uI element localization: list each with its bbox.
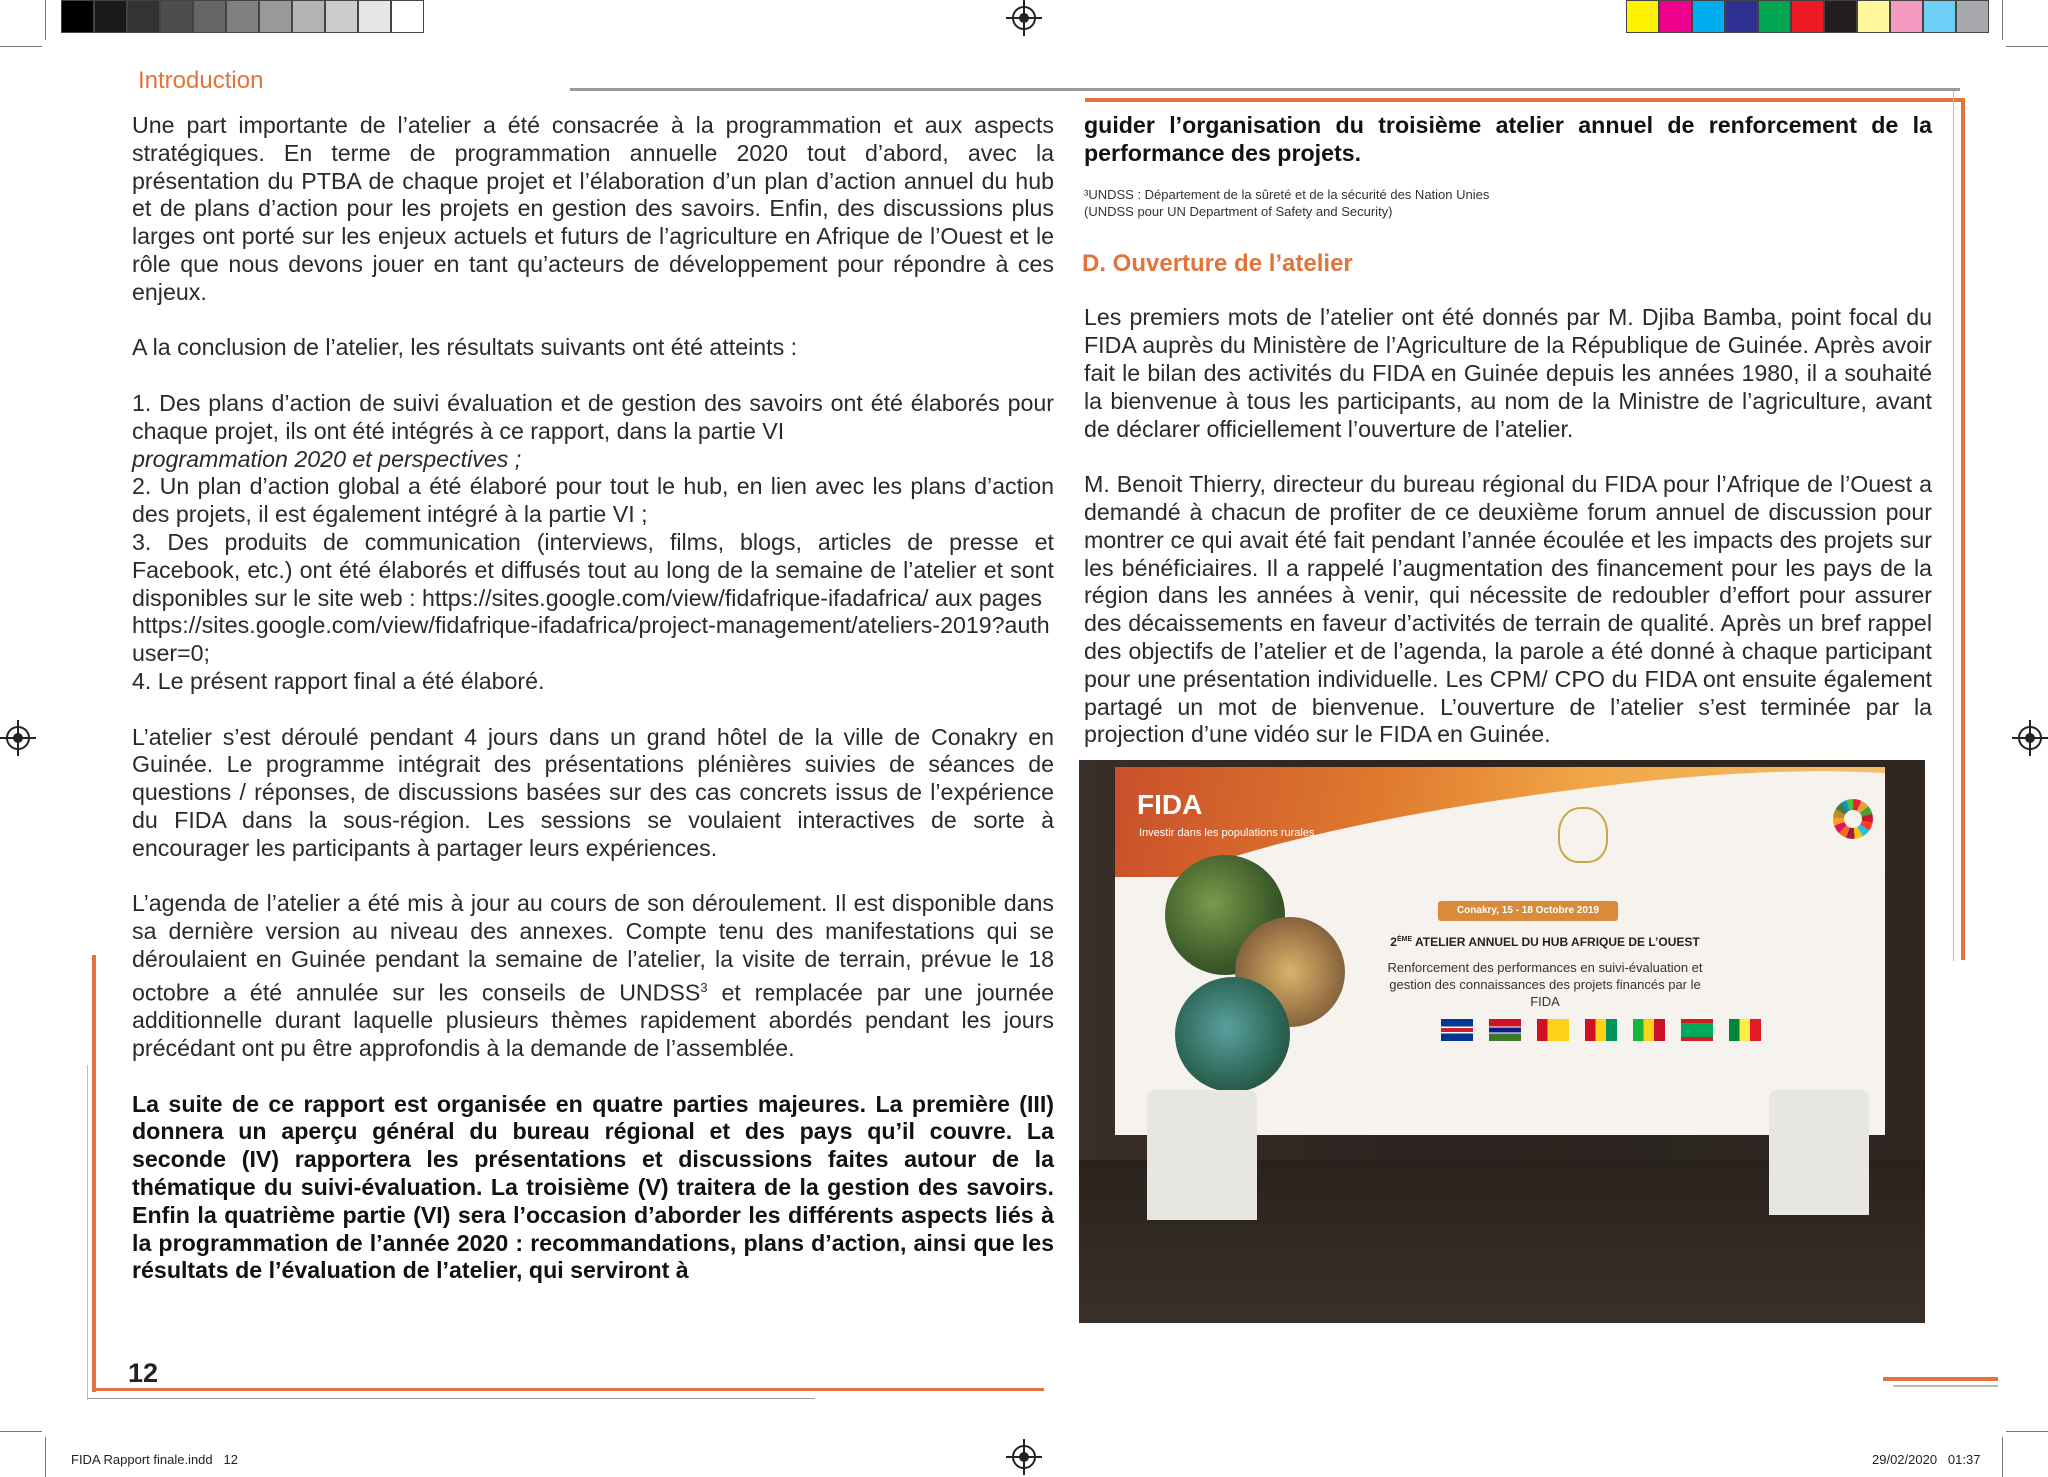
right-footer-rule xyxy=(1883,1377,1998,1381)
paragraph: Les premiers mots de l’atelier ont été donnés par M. Djiba Bamba, point focal du FIDA auprès du Ministère de l’Agriculture de la République de Guinée. Après avoir fait le bilan des activités du FIDA en Guinée depuis les années 1980, il a souhaité la bienvenue à tous les participants, au nom de la Ministre de l’agriculture, avant de déclarer officiellement l’ouverture de l’atelier. xyxy=(1084,304,1932,442)
left-vertical-rule xyxy=(92,955,96,1392)
table-cloth xyxy=(1769,1090,1869,1215)
crop-mark xyxy=(0,1431,42,1432)
crop-mark xyxy=(2002,1437,2003,1477)
crop-mark xyxy=(45,1437,46,1477)
flag-icon xyxy=(1585,1019,1617,1041)
footer-rule-orange xyxy=(92,1388,1044,1391)
flag-icon xyxy=(1441,1019,1473,1041)
paragraph: L’atelier s’est déroulé pendant 4 jours dans un grand hôtel de la ville de Conakry en Guinée. Le programme intégrait des présentations plénières suivies de séances de questions / réponses, de discussions basées sur des cas concrets issus de l’expérience du FIDA dans la sous-région. Les sessions se voulaient interactives de sorte à encourager les participants à partager leurs expériences. xyxy=(132,723,1054,861)
paragraph-text: et remplacée par une journée additionnelle durant laquelle plusieurs thèmes rapidement abordés pendant les jours précédant ont pu être approfondis à la demande de l’assemblée. xyxy=(132,979,1054,1062)
crop-mark xyxy=(0,46,42,47)
footnote-ref: 3 xyxy=(700,979,708,995)
right-vertical-rule-grey xyxy=(1953,91,1954,961)
right-vertical-rule xyxy=(1961,98,1965,960)
bold-text: guider l’organisation du troisième atelier annuel de renforcement de la performance des projets. xyxy=(1084,112,1932,166)
women-photo xyxy=(1175,977,1290,1092)
paragraph: M. Benoit Thierry, directeur du bureau régional du FIDA pour l’Afrique de l’Ouest a demandé à chacun de profiter de ce deuxième forum annuel de discussion pour montrer ce qui avait été fait pendant l’année écoulée et les impacts des projets sur les bénéficiaires. Il a rappelé l’augmentation des financement pour les pays de la région dans les années à venir, qui nécessite de redoubler d’effort pour assurer des décaissements en faveur d’activités de terrain de qualité. Après un bref rappel des objectifs de l’atelier et de l’agenda, la parole a été donné à chaque participant pour une présentation individuelle. Les CPM/ CPO du FIDA ont ensuite également partagé un mot de bienvenue. L’ouverture de l’atelier s’est terminée par la projection d’une vidéo sur le FIDA en Guinée. xyxy=(1084,471,1932,748)
registration-mark-icon xyxy=(1012,1445,1036,1469)
paragraph: Une part importante de l’atelier a été consacrée à la programmation et aux aspects stratégiques. En terme de programmation annuelle 2020 tout d’abord, avec la présentation du PTBA de chaque projet et l’élaboration d’un plan d’action annuel du hub et de plans d’action pour les projets en gestion des savoirs. Enfin, des discussions plus larges ont porté sur les enjeux actuels et futurs de l’agriculture en Afrique de l’Ouest et le rôle que nous devons jouer en tant qu’acteurs de développement pour répondre à ces enjeux. xyxy=(132,112,1054,305)
header-rule-grey xyxy=(570,88,1960,91)
flag-icon xyxy=(1681,1019,1713,1041)
left-column xyxy=(132,112,1054,1313)
link-text: https://sites.google.com/view/fidafrique-ifadafrica/project-management/ateliers-2019?authuser=0; xyxy=(132,612,1050,667)
footnote: ³UNDSS : Département de la sûreté et de la sécurité des Nation Unies xyxy=(1084,186,1490,202)
right-column xyxy=(1084,112,1932,777)
flag-icon xyxy=(1633,1019,1665,1041)
page-number: 12 xyxy=(128,1358,159,1388)
paragraph-bold-continued xyxy=(1084,112,1932,168)
left-vertical-rule-grey xyxy=(87,1065,88,1400)
crop-mark xyxy=(45,0,46,40)
flag-icon xyxy=(1489,1019,1521,1041)
sdg-wheel-icon xyxy=(1833,799,1873,839)
paragraph: A la conclusion de l’atelier, les résultats suivants ont été atteints : xyxy=(132,334,798,361)
footnote: (UNDSS pour UN Department of Safety and Security) xyxy=(1084,203,1393,219)
event-photo xyxy=(1079,760,1925,1323)
crop-mark xyxy=(2006,1431,2048,1432)
registration-mark-icon xyxy=(1012,6,1036,30)
list-item: 4. Le présent rapport final a été élaboré. xyxy=(132,667,545,694)
paragraph-bold xyxy=(132,1091,1054,1286)
results-list xyxy=(132,390,1054,696)
flag-icon xyxy=(1537,1019,1569,1041)
paragraph-text: L’agenda de l’atelier a été mis à jour au cours de son déroulement. Il est disponible dans sa dernière version au niveau des annexes. Compte tenu des manifestations qui se déroulaient en Guinée pendant la semaine de l’atelier, la visite de terrain, prévue le 18 octobre a été annulée sur les conseils de UNDSS xyxy=(132,890,1054,1006)
list-item-italic: programmation 2020 et perspectives ; xyxy=(132,445,522,472)
guinea-emblem-icon xyxy=(1558,807,1608,863)
section-title: Introduction xyxy=(138,67,264,94)
crop-mark xyxy=(2006,46,2048,47)
list-item: 3. Des produits de communication (interviews, films, blogs, articles de presse et Facebook, etc.) ont été élaborés et diffusés tout au long de la semaine de l’atelier et sont disponibles sur le site web : https://sites.google.com/view/fidafrique-ifadafrica/ aux pages xyxy=(132,528,1054,611)
banner-subtitle: Renforcement des performances en suivi-évaluation et gestion des connaissances des projets financés par le FIDA xyxy=(1387,960,1703,1009)
fida-logo: FIDA xyxy=(1137,789,1203,820)
table-cloth xyxy=(1147,1090,1257,1220)
paragraph xyxy=(132,890,1054,1063)
list-item: 2. Un plan d’action global a été élaboré pour tout le hub, en lien avec les plans d’action des projets, il est également intégré à la partie VI ; xyxy=(132,473,1054,528)
event-date-badge: Conakry, 15 - 18 Octobre 2019 xyxy=(1438,901,1618,921)
footer-rule-grey xyxy=(87,1398,815,1399)
crop-mark xyxy=(2002,0,2003,40)
registration-mark-icon xyxy=(6,726,30,750)
section-heading: D. Ouverture de l’atelier xyxy=(1082,249,1353,277)
print-timestamp: 29/02/2020 01:37 xyxy=(1872,1452,1981,1467)
event-banner xyxy=(1115,767,1885,1135)
list-item: 1. Des plans d’action de suivi évaluation et de gestion des savoirs ont été élaborés pour chaque projet, ils ont été intégrés à ce rapport, dans la partie VI xyxy=(132,389,1054,444)
bold-text: La suite de ce rapport est organisée en quatre parties majeures. La première (III) donnera un aperçu général du bureau régional et des pays qu’il couvre. La seconde (IV) rapportera les présentations et discussions faites autour de la thématique du suivi-évaluation. La troisième (V) traitera de la gestion des savoirs. Enfin la quatrième partie (VI) sera l’occasion d’aborder les différents aspects liés à la programmation de l’année 2020 : recommandations, plans d’action, ainsi que les résultats de l’évaluation de l’atelier, qui serviront à xyxy=(132,1090,1054,1284)
right-footer-rule-grey xyxy=(1893,1385,1998,1387)
indd-filename: FIDA Rapport finale.indd 12 xyxy=(71,1452,238,1467)
flag-icon xyxy=(1729,1019,1761,1041)
fida-tagline: Investir dans les populations rurales xyxy=(1139,827,1315,839)
registration-mark-icon xyxy=(2018,726,2042,750)
header-rule-orange xyxy=(1085,98,1965,102)
banner-title: 2ÈME ATELIER ANNUEL DU HUB AFRIQUE DE L’OUEST xyxy=(1390,935,1700,949)
